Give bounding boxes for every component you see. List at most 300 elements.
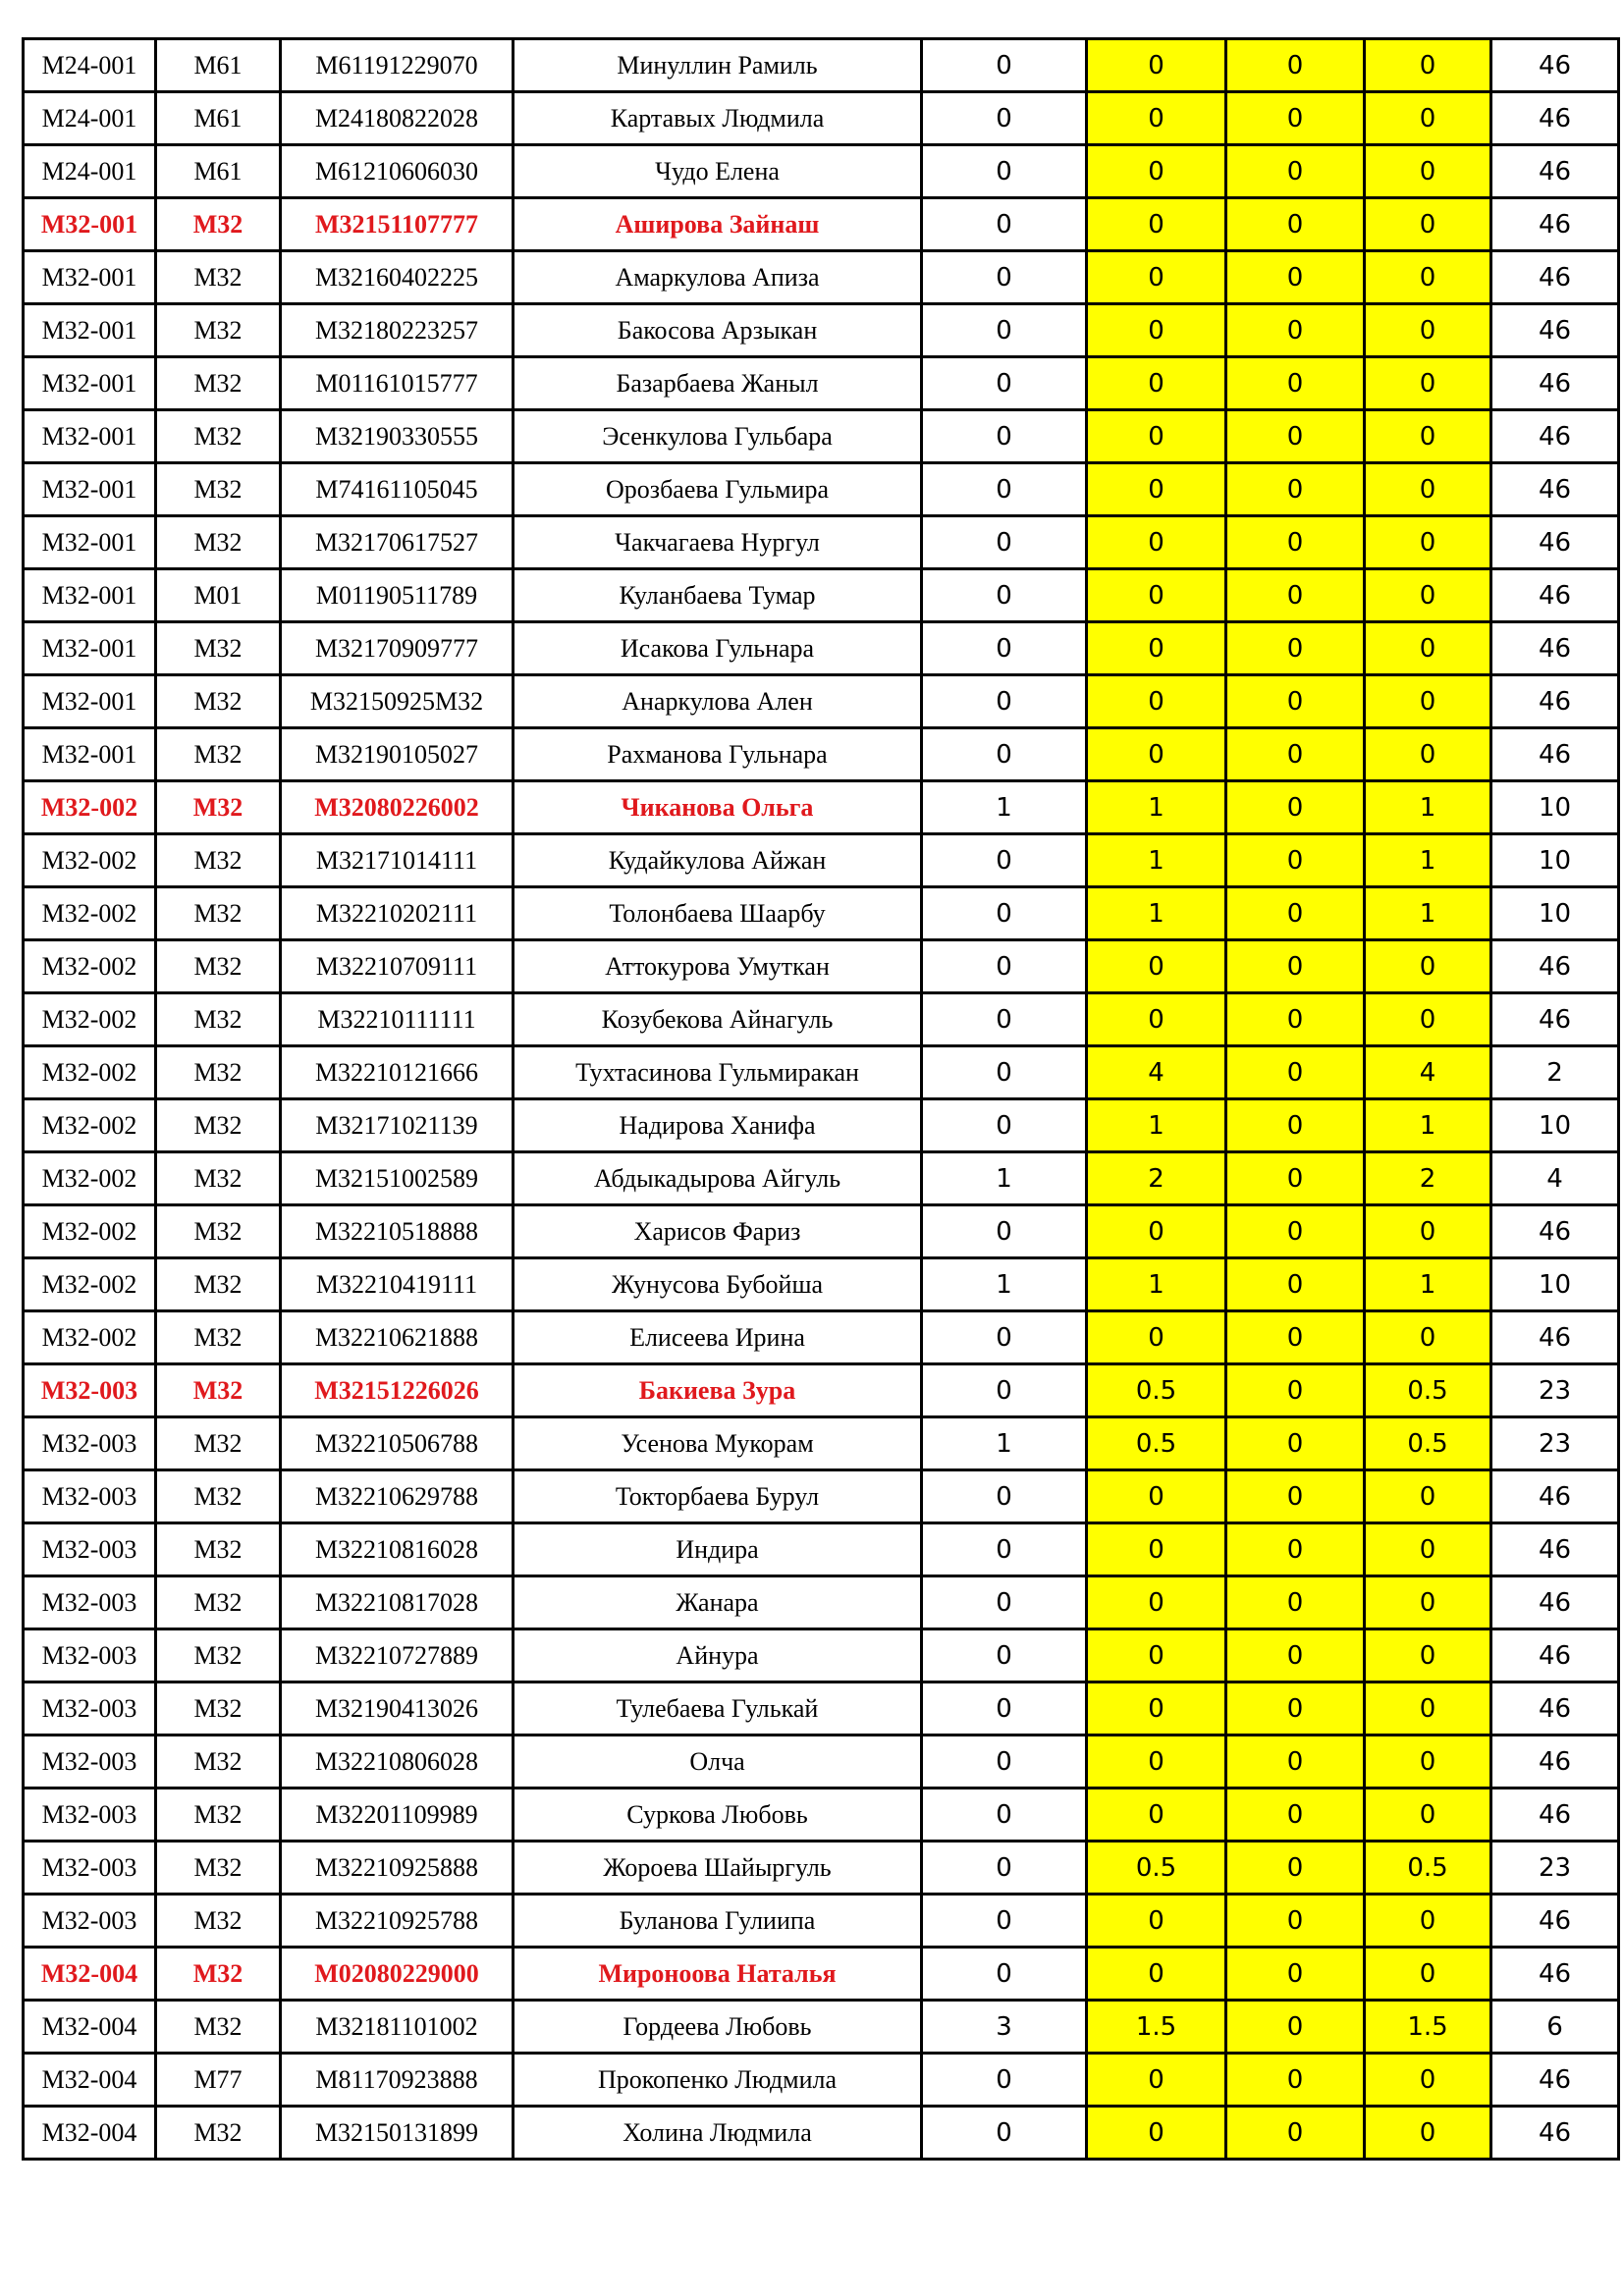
group-id-cell: M32-001 — [24, 728, 156, 781]
value-cell-3: 0 — [1226, 1205, 1365, 1258]
member-code-cell: M32210111111 — [281, 993, 514, 1046]
value-cell-4: 0 — [1365, 728, 1491, 781]
value-cell-3: 0 — [1226, 622, 1365, 675]
member-code-cell: M01190511789 — [281, 569, 514, 622]
value-cell-3: 0 — [1226, 1576, 1365, 1629]
table-row — [24, 1470, 1619, 1523]
member-code-cell: M32150131899 — [281, 2107, 514, 2160]
value-cell-3: 0 — [1226, 1895, 1365, 1948]
value-cell-5: 46 — [1491, 39, 1619, 92]
member-code-cell: M32180223257 — [281, 304, 514, 357]
table-row — [24, 1682, 1619, 1735]
group-id-cell: M32-003 — [24, 1682, 156, 1735]
branch-cell: M32 — [156, 304, 281, 357]
value-cell-3: 0 — [1226, 1364, 1365, 1417]
table-row — [24, 2107, 1619, 2160]
value-cell-1: 0 — [922, 622, 1087, 675]
member-name-cell: Амаркулова Апиза — [514, 251, 922, 304]
value-cell-1: 3 — [922, 2001, 1087, 2054]
value-cell-2: 0 — [1087, 728, 1226, 781]
value-cell-2: 0 — [1087, 1948, 1226, 2001]
value-cell-4: 0 — [1365, 2107, 1491, 2160]
group-id-cell: M32-001 — [24, 251, 156, 304]
value-cell-1: 0 — [922, 92, 1087, 145]
member-name-cell: Мироноова Наталья — [514, 1948, 922, 2001]
value-cell-4: 0 — [1365, 1735, 1491, 1789]
member-code-cell: M32210925888 — [281, 1842, 514, 1895]
table-row — [24, 39, 1619, 92]
branch-cell: M32 — [156, 1417, 281, 1470]
value-cell-2: 0 — [1087, 92, 1226, 145]
value-cell-3: 0 — [1226, 728, 1365, 781]
value-cell-5: 46 — [1491, 1576, 1619, 1629]
member-name-cell: Елисеева Ирина — [514, 1311, 922, 1364]
value-cell-2: 1 — [1087, 1258, 1226, 1311]
group-id-cell: M32-001 — [24, 198, 156, 251]
member-name-cell: Харисов Фариз — [514, 1205, 922, 1258]
member-code-cell: M32190105027 — [281, 728, 514, 781]
table-row — [24, 1576, 1619, 1629]
value-cell-1: 0 — [922, 1364, 1087, 1417]
group-id-cell: M32-002 — [24, 1258, 156, 1311]
branch-cell: M32 — [156, 1099, 281, 1152]
value-cell-2: 0 — [1087, 198, 1226, 251]
value-cell-3: 0 — [1226, 145, 1365, 198]
table-row — [24, 1099, 1619, 1152]
value-cell-1: 0 — [922, 675, 1087, 728]
value-cell-5: 10 — [1491, 781, 1619, 834]
value-cell-4: 0 — [1365, 1789, 1491, 1842]
value-cell-4: 0 — [1365, 993, 1491, 1046]
branch-cell: M61 — [156, 145, 281, 198]
group-id-cell: M32-004 — [24, 2054, 156, 2107]
member-name-cell: Минуллин Рамиль — [514, 39, 922, 92]
value-cell-4: 0 — [1365, 304, 1491, 357]
table-row — [24, 357, 1619, 410]
value-cell-5: 46 — [1491, 357, 1619, 410]
branch-cell: M32 — [156, 622, 281, 675]
value-cell-1: 1 — [922, 1152, 1087, 1205]
member-name-cell: Чакчагаева Нургул — [514, 516, 922, 569]
value-cell-1: 0 — [922, 145, 1087, 198]
member-name-cell: Тулебаева Гулькай — [514, 1682, 922, 1735]
value-cell-2: 0 — [1087, 145, 1226, 198]
table-row — [24, 1152, 1619, 1205]
value-cell-1: 0 — [922, 1789, 1087, 1842]
table-row — [24, 145, 1619, 198]
value-cell-2: 0 — [1087, 675, 1226, 728]
group-id-cell: M32-002 — [24, 834, 156, 887]
group-id-cell: M32-001 — [24, 357, 156, 410]
value-cell-2: 0 — [1087, 463, 1226, 516]
value-cell-4: 0 — [1365, 145, 1491, 198]
member-code-cell: M02080229000 — [281, 1948, 514, 2001]
member-name-cell: Надирова Ханифа — [514, 1099, 922, 1152]
value-cell-3: 0 — [1226, 92, 1365, 145]
value-cell-1: 0 — [922, 834, 1087, 887]
branch-cell: M32 — [156, 1311, 281, 1364]
value-cell-1: 0 — [922, 569, 1087, 622]
value-cell-5: 10 — [1491, 887, 1619, 940]
value-cell-5: 46 — [1491, 1470, 1619, 1523]
member-code-cell: M32150925M32 — [281, 675, 514, 728]
value-cell-2: 4 — [1087, 1046, 1226, 1099]
value-cell-1: 1 — [922, 1417, 1087, 1470]
member-code-cell: M32170617527 — [281, 516, 514, 569]
member-code-cell: M32201109989 — [281, 1789, 514, 1842]
value-cell-5: 23 — [1491, 1417, 1619, 1470]
value-cell-2: 0 — [1087, 2054, 1226, 2107]
branch-cell: M32 — [156, 1842, 281, 1895]
table-body — [24, 39, 1619, 2160]
value-cell-4: 0.5 — [1365, 1842, 1491, 1895]
value-cell-3: 0 — [1226, 834, 1365, 887]
value-cell-3: 0 — [1226, 1523, 1365, 1576]
value-cell-3: 0 — [1226, 357, 1365, 410]
member-name-cell: Бакиева Зура — [514, 1364, 922, 1417]
table-row — [24, 92, 1619, 145]
value-cell-2: 0 — [1087, 1470, 1226, 1523]
table-row — [24, 1789, 1619, 1842]
table-row — [24, 1417, 1619, 1470]
value-cell-5: 46 — [1491, 145, 1619, 198]
value-cell-3: 0 — [1226, 940, 1365, 993]
member-code-cell: M32210419111 — [281, 1258, 514, 1311]
value-cell-3: 0 — [1226, 1948, 1365, 2001]
value-cell-4: 0 — [1365, 622, 1491, 675]
member-code-cell: M24180822028 — [281, 92, 514, 145]
value-cell-4: 0 — [1365, 516, 1491, 569]
member-name-cell: Токторбаева Бурул — [514, 1470, 922, 1523]
value-cell-3: 0 — [1226, 1099, 1365, 1152]
branch-cell: M32 — [156, 1470, 281, 1523]
member-code-cell: M32170909777 — [281, 622, 514, 675]
branch-cell: M32 — [156, 1629, 281, 1682]
value-cell-5: 46 — [1491, 1948, 1619, 2001]
branch-cell: M32 — [156, 940, 281, 993]
value-cell-5: 46 — [1491, 1735, 1619, 1789]
member-name-cell: Исакова Гульнара — [514, 622, 922, 675]
table-row — [24, 834, 1619, 887]
value-cell-2: 0 — [1087, 1311, 1226, 1364]
branch-cell: M61 — [156, 39, 281, 92]
branch-cell: M32 — [156, 1152, 281, 1205]
table-row — [24, 1311, 1619, 1364]
member-code-cell: M32171014111 — [281, 834, 514, 887]
group-id-cell: M32-004 — [24, 2107, 156, 2160]
branch-cell: M32 — [156, 1205, 281, 1258]
value-cell-3: 0 — [1226, 887, 1365, 940]
member-code-cell: M32210621888 — [281, 1311, 514, 1364]
value-cell-5: 46 — [1491, 675, 1619, 728]
value-cell-4: 0 — [1365, 940, 1491, 993]
value-cell-3: 0 — [1226, 39, 1365, 92]
table-row — [24, 940, 1619, 993]
branch-cell: M32 — [156, 728, 281, 781]
value-cell-4: 0 — [1365, 569, 1491, 622]
value-cell-2: 1 — [1087, 887, 1226, 940]
branch-cell: M32 — [156, 1258, 281, 1311]
member-code-cell: M32210816028 — [281, 1523, 514, 1576]
group-id-cell: M32-001 — [24, 569, 156, 622]
member-code-cell: M32210925788 — [281, 1895, 514, 1948]
member-code-cell: M32190330555 — [281, 410, 514, 463]
value-cell-5: 46 — [1491, 2107, 1619, 2160]
value-cell-5: 10 — [1491, 834, 1619, 887]
branch-cell: M32 — [156, 993, 281, 1046]
group-id-cell: M32-001 — [24, 304, 156, 357]
value-cell-1: 0 — [922, 728, 1087, 781]
value-cell-3: 0 — [1226, 781, 1365, 834]
value-cell-3: 0 — [1226, 2001, 1365, 2054]
member-name-cell: Аширова Зайнаш — [514, 198, 922, 251]
value-cell-4: 1 — [1365, 834, 1491, 887]
value-cell-1: 0 — [922, 1205, 1087, 1258]
group-id-cell: M32-002 — [24, 1046, 156, 1099]
value-cell-2: 0 — [1087, 1895, 1226, 1948]
member-code-cell: M32171021139 — [281, 1099, 514, 1152]
value-cell-2: 0 — [1087, 410, 1226, 463]
branch-cell: M77 — [156, 2054, 281, 2107]
value-cell-5: 23 — [1491, 1364, 1619, 1417]
value-cell-5: 46 — [1491, 1895, 1619, 1948]
value-cell-2: 0.5 — [1087, 1417, 1226, 1470]
value-cell-3: 0 — [1226, 1311, 1365, 1364]
value-cell-3: 0 — [1226, 675, 1365, 728]
member-name-cell: Козубекова Айнагуль — [514, 993, 922, 1046]
member-code-cell: M32190413026 — [281, 1682, 514, 1735]
group-id-cell: M32-003 — [24, 1895, 156, 1948]
group-id-cell: M32-002 — [24, 940, 156, 993]
value-cell-1: 0 — [922, 251, 1087, 304]
value-cell-4: 0 — [1365, 2054, 1491, 2107]
value-cell-5: 46 — [1491, 463, 1619, 516]
value-cell-2: 0 — [1087, 1682, 1226, 1735]
value-cell-1: 0 — [922, 1842, 1087, 1895]
member-code-cell: M32181101002 — [281, 2001, 514, 2054]
table-row — [24, 728, 1619, 781]
branch-cell: M01 — [156, 569, 281, 622]
value-cell-3: 0 — [1226, 2107, 1365, 2160]
member-name-cell: Куланбаева Тумар — [514, 569, 922, 622]
value-cell-1: 0 — [922, 357, 1087, 410]
group-id-cell: M32-004 — [24, 2001, 156, 2054]
branch-cell: M32 — [156, 1895, 281, 1948]
group-id-cell: M32-003 — [24, 1842, 156, 1895]
value-cell-2: 0.5 — [1087, 1364, 1226, 1417]
member-code-cell: M32210806028 — [281, 1735, 514, 1789]
group-id-cell: M32-004 — [24, 1948, 156, 2001]
group-id-cell: M32-003 — [24, 1576, 156, 1629]
table-row — [24, 1842, 1619, 1895]
branch-cell: M32 — [156, 2001, 281, 2054]
value-cell-1: 0 — [922, 1311, 1087, 1364]
value-cell-2: 0 — [1087, 304, 1226, 357]
value-cell-4: 0 — [1365, 1576, 1491, 1629]
member-code-cell: M32210506788 — [281, 1417, 514, 1470]
table-row — [24, 1629, 1619, 1682]
value-cell-2: 0 — [1087, 516, 1226, 569]
group-id-cell: M32-003 — [24, 1735, 156, 1789]
value-cell-2: 0.5 — [1087, 1842, 1226, 1895]
value-cell-4: 0 — [1365, 1895, 1491, 1948]
value-cell-1: 0 — [922, 1895, 1087, 1948]
table-row — [24, 1735, 1619, 1789]
value-cell-4: 4 — [1365, 1046, 1491, 1099]
member-name-cell: Прокопенко Людмила — [514, 2054, 922, 2107]
value-cell-2: 0 — [1087, 1789, 1226, 1842]
value-cell-2: 1 — [1087, 781, 1226, 834]
branch-cell: M32 — [156, 516, 281, 569]
value-cell-1: 0 — [922, 516, 1087, 569]
member-name-cell: Индира — [514, 1523, 922, 1576]
value-cell-3: 0 — [1226, 1682, 1365, 1735]
value-cell-1: 0 — [922, 410, 1087, 463]
value-cell-5: 46 — [1491, 622, 1619, 675]
value-cell-4: 2 — [1365, 1152, 1491, 1205]
group-id-cell: M32-002 — [24, 781, 156, 834]
value-cell-2: 0 — [1087, 1735, 1226, 1789]
value-cell-5: 10 — [1491, 1099, 1619, 1152]
value-cell-4: 0 — [1365, 198, 1491, 251]
member-code-cell: M01161015777 — [281, 357, 514, 410]
value-cell-3: 0 — [1226, 1842, 1365, 1895]
member-name-cell: Тухтасинова Гульмиракан — [514, 1046, 922, 1099]
value-cell-3: 0 — [1226, 1258, 1365, 1311]
data-table — [22, 37, 1620, 2161]
member-code-cell: M32151226026 — [281, 1364, 514, 1417]
group-id-cell: M32-002 — [24, 1152, 156, 1205]
member-code-cell: M32210709111 — [281, 940, 514, 993]
branch-cell: M32 — [156, 1046, 281, 1099]
value-cell-1: 1 — [922, 1258, 1087, 1311]
value-cell-2: 1.5 — [1087, 2001, 1226, 2054]
branch-cell: M32 — [156, 781, 281, 834]
member-name-cell: Буланова Гулиипа — [514, 1895, 922, 1948]
member-code-cell: M32210518888 — [281, 1205, 514, 1258]
value-cell-4: 0 — [1365, 1205, 1491, 1258]
member-name-cell: Олча — [514, 1735, 922, 1789]
value-cell-2: 0 — [1087, 357, 1226, 410]
table-row — [24, 516, 1619, 569]
group-id-cell: M32-001 — [24, 463, 156, 516]
member-name-cell: Абдыкадырова Айгуль — [514, 1152, 922, 1205]
member-name-cell: Холина Людмила — [514, 2107, 922, 2160]
branch-cell: M32 — [156, 1789, 281, 1842]
value-cell-2: 0 — [1087, 1205, 1226, 1258]
value-cell-3: 0 — [1226, 516, 1365, 569]
value-cell-5: 46 — [1491, 251, 1619, 304]
value-cell-5: 46 — [1491, 410, 1619, 463]
table-row — [24, 463, 1619, 516]
value-cell-3: 0 — [1226, 993, 1365, 1046]
member-name-cell: Жанара — [514, 1576, 922, 1629]
member-name-cell: Усенова Мукорам — [514, 1417, 922, 1470]
value-cell-2: 0 — [1087, 2107, 1226, 2160]
branch-cell: M32 — [156, 251, 281, 304]
value-cell-5: 10 — [1491, 1258, 1619, 1311]
branch-cell: M32 — [156, 463, 281, 516]
branch-cell: M32 — [156, 2107, 281, 2160]
value-cell-3: 0 — [1226, 198, 1365, 251]
value-cell-2: 0 — [1087, 993, 1226, 1046]
value-cell-4: 0.5 — [1365, 1364, 1491, 1417]
value-cell-5: 46 — [1491, 1789, 1619, 1842]
table-row — [24, 2054, 1619, 2107]
value-cell-2: 0 — [1087, 39, 1226, 92]
value-cell-5: 46 — [1491, 1205, 1619, 1258]
value-cell-5: 6 — [1491, 2001, 1619, 2054]
value-cell-5: 46 — [1491, 1311, 1619, 1364]
table-row — [24, 2001, 1619, 2054]
value-cell-1: 0 — [922, 1099, 1087, 1152]
member-code-cell: M32210202111 — [281, 887, 514, 940]
value-cell-4: 0 — [1365, 251, 1491, 304]
group-id-cell: M32-003 — [24, 1417, 156, 1470]
member-code-cell: M32210727889 — [281, 1629, 514, 1682]
value-cell-1: 0 — [922, 1735, 1087, 1789]
member-code-cell: M32160402225 — [281, 251, 514, 304]
member-name-cell: Гордеева Любовь — [514, 2001, 922, 2054]
table-row — [24, 304, 1619, 357]
member-name-cell: Чудо Елена — [514, 145, 922, 198]
member-name-cell: Картавых Людмила — [514, 92, 922, 145]
table-row — [24, 1523, 1619, 1576]
member-name-cell: Суркова Любовь — [514, 1789, 922, 1842]
value-cell-4: 0 — [1365, 39, 1491, 92]
value-cell-5: 46 — [1491, 516, 1619, 569]
value-cell-4: 0 — [1365, 1629, 1491, 1682]
branch-cell: M32 — [156, 410, 281, 463]
value-cell-4: 0 — [1365, 92, 1491, 145]
branch-cell: M32 — [156, 1576, 281, 1629]
value-cell-3: 0 — [1226, 1417, 1365, 1470]
value-cell-3: 0 — [1226, 463, 1365, 516]
member-code-cell: M32210817028 — [281, 1576, 514, 1629]
value-cell-1: 0 — [922, 1470, 1087, 1523]
value-cell-4: 0.5 — [1365, 1417, 1491, 1470]
group-id-cell: M32-003 — [24, 1523, 156, 1576]
value-cell-2: 1 — [1087, 1099, 1226, 1152]
value-cell-1: 1 — [922, 781, 1087, 834]
branch-cell: M32 — [156, 357, 281, 410]
value-cell-5: 46 — [1491, 940, 1619, 993]
value-cell-2: 0 — [1087, 940, 1226, 993]
group-id-cell: M32-003 — [24, 1364, 156, 1417]
table-row-group-leader — [24, 1948, 1619, 2001]
branch-cell: M32 — [156, 834, 281, 887]
branch-cell: M32 — [156, 1364, 281, 1417]
table-row — [24, 887, 1619, 940]
value-cell-3: 0 — [1226, 1152, 1365, 1205]
table-row — [24, 1046, 1619, 1099]
value-cell-4: 0 — [1365, 357, 1491, 410]
value-cell-4: 0 — [1365, 1470, 1491, 1523]
table-row-group-leader — [24, 781, 1619, 834]
value-cell-1: 0 — [922, 463, 1087, 516]
value-cell-1: 0 — [922, 887, 1087, 940]
group-id-cell: M32-002 — [24, 887, 156, 940]
member-code-cell: M32151002589 — [281, 1152, 514, 1205]
value-cell-1: 0 — [922, 1523, 1087, 1576]
member-code-cell: M32151107777 — [281, 198, 514, 251]
value-cell-2: 0 — [1087, 1523, 1226, 1576]
value-cell-3: 0 — [1226, 569, 1365, 622]
group-id-cell: M32-001 — [24, 622, 156, 675]
group-id-cell: M24-001 — [24, 145, 156, 198]
value-cell-4: 0 — [1365, 1523, 1491, 1576]
member-code-cell: M81170923888 — [281, 2054, 514, 2107]
